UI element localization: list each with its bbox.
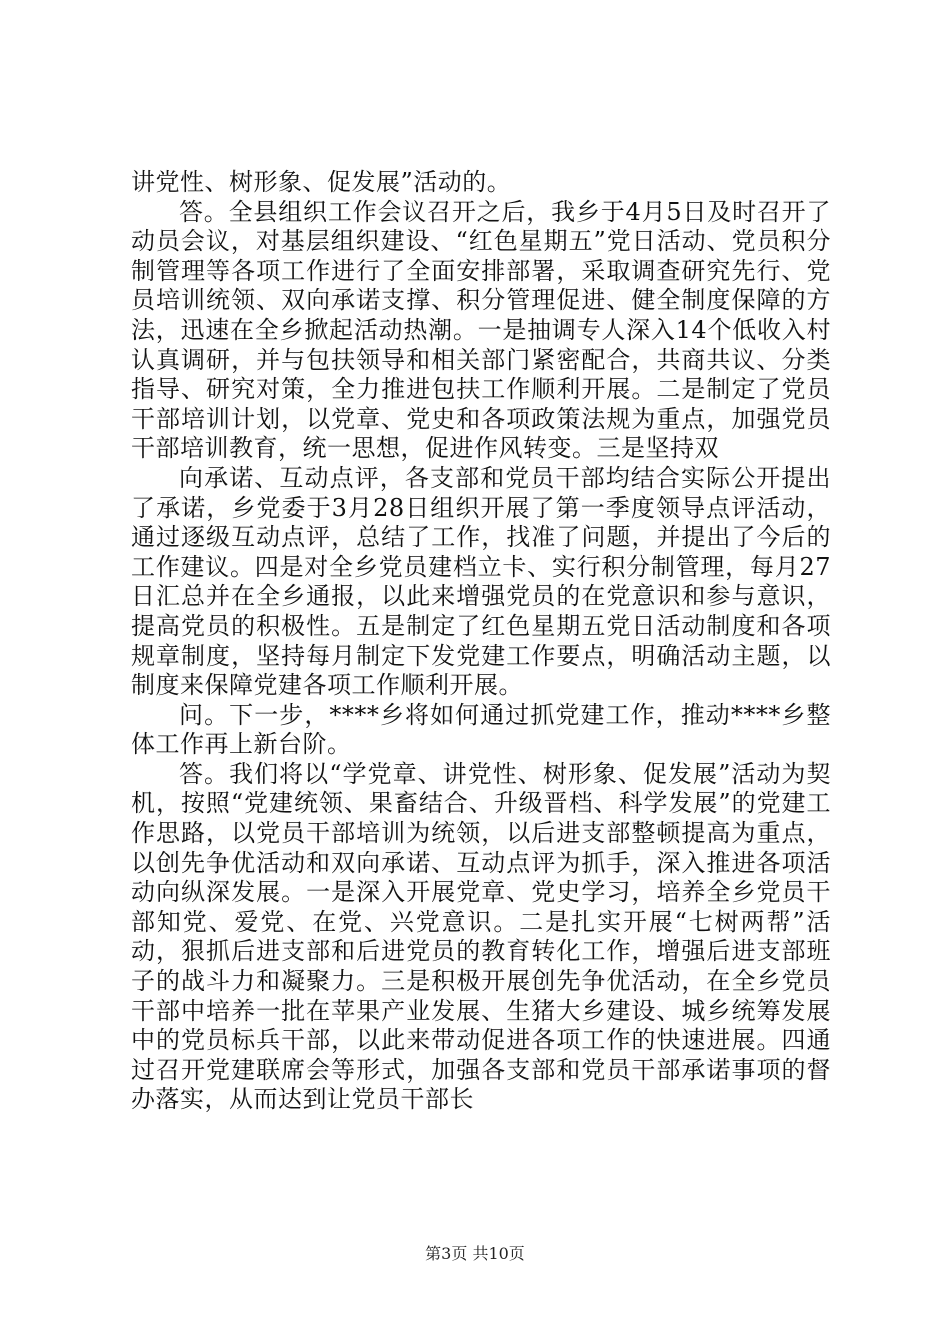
paragraph-2: 答。全县组织工作会议召开之后，我乡于4月5日及时召开了动员会议，对基层组织建设、“红色星期五”党日活动、党员积分制管理等各项工作进行了全面安排部署，采取调查研究先行、党员培训统领、双向承诺支撑、积分管理促进、健全制度保障的方法，迅速在全乡掀起活动热潮。一是抽调专人深入14个低收入村认真调研，并与包扶领导和相关部门紧密配合，共商共议、分类指导、研究对策，全力推进包扶工作顺利开展。二是制定了党员干部培训计划，以党章、党史和各项政策法规为重点，加强党员干部培训教育，统一思想，促进作风转变。三是坚持双 [131,197,831,463]
paragraph-1: 讲党性、树形象、促发展”活动的。 [131,168,512,196]
paragraph-3: 向承诺、互动点评，各支部和党员干部均结合实际公开提出了承诺，乡党委于3月28日组织开展了第一季度领导点评活动，通过逐级互动点评，总结了工作，找准了问题，并提出了今后的工作建议。四是对全乡党员建档立卡、实行积分制管理，每月27日汇总并在全乡通报，以此来增强党员的在党意识和参与意识，提高党员的积极性。五是制定了红色星期五党日活动制度和各项规章制度，坚持每月制定下发党建工作要点，明确活动主题，以制度来保障党建各项工作顺利开展。 [131,463,831,700]
paragraph-5: 答。我们将以“学党章、讲党性、树形象、促发展”活动为契机，按照“党建统领、果畜结合、升级晋档、科学发展”的党建工作思路，以党员干部培训为统领，以后进支部整顿提高为重点，以创先争优活动和双向承诺、互动点评为抓手，深入推进各项活动向纵深发展。一是深入开展党章、党史学习，培养全乡党员干部知党、爱党、在党、兴党意识。二是扎实开展“七树两帮”活动，狠抓后进支部和后进党员的教育转化工作，增强后进支部班子的战斗力和凝聚力。三是积极开展创先争优活动，在全乡党员干部中培养一批在苹果产业发展、生猪大乡建设、城乡统筹发展中的党员标兵干部，以此来带动促进各项工作的快速进展。四通过召开党建联席会等形式，加强各支部和党员干部承诺事项的督办落实，从而达到让党员干部长 [131,759,831,1114]
page-footer: 第3页 共10页 [425,1244,525,1263]
document-body [131,168,831,1115]
paragraph-4: 问。下一步，****乡将如何通过抓党建工作，推动****乡整体工作再上新台阶。 [131,700,831,759]
